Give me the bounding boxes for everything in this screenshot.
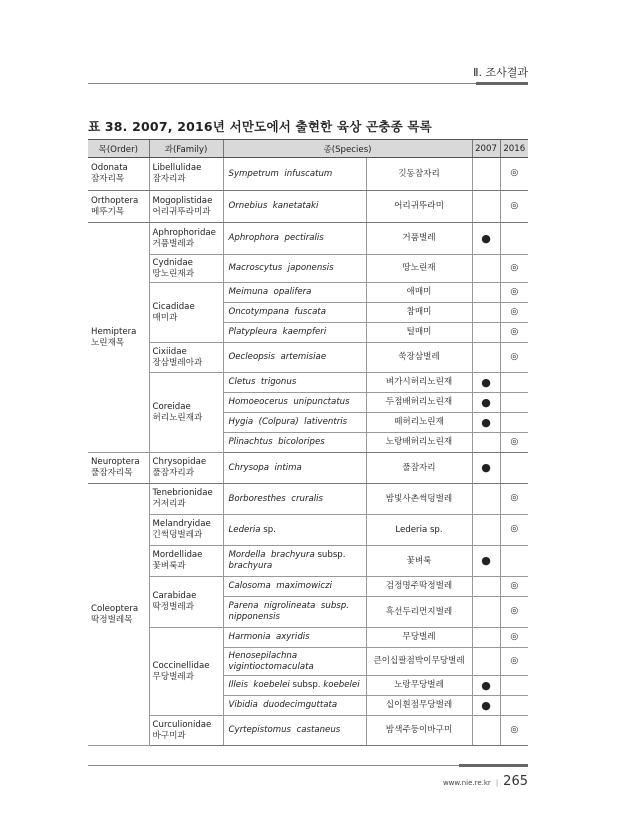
korean-name: 십이흰점무당벌레 <box>366 696 472 716</box>
presence-2016: ◎ <box>500 283 528 303</box>
korean-name: Lederia sp. <box>366 515 472 546</box>
family-latin: Melandryidae <box>152 519 211 530</box>
scientific-name-italic: Mordella brachyura <box>228 550 315 561</box>
page-number: 265 <box>503 774 528 789</box>
korean-name: 밤빛사촌썩덩벌레 <box>366 484 472 515</box>
scientific-name <box>223 413 366 433</box>
family-korean: 바구미과 <box>152 730 186 741</box>
presence-2007 <box>472 648 500 676</box>
presence-2007 <box>472 515 500 546</box>
scientific-name <box>223 191 366 223</box>
scientific-name <box>223 303 366 323</box>
scientific-name-italic: Cyrtepistomus castaneus <box>228 725 341 736</box>
scientific-name-italic: Vibidia duodecimguttata <box>228 700 338 711</box>
header-2016: 2016 <box>500 140 528 158</box>
scientific-name <box>223 393 366 413</box>
korean-name: 털매미 <box>366 323 472 343</box>
presence-2016: ◎ <box>500 628 528 648</box>
presence-2016: ◎ <box>500 577 528 597</box>
header-order: 목(Order) <box>88 140 149 158</box>
presence-2007: ● <box>472 223 500 255</box>
family-cell <box>149 373 223 453</box>
presence-2016: ◎ <box>500 716 528 746</box>
presence-2007 <box>472 343 500 373</box>
order-korean: 딱정벌레목 <box>91 614 133 625</box>
scientific-name <box>223 597 366 628</box>
family-korean: 긴썩덩벌레과 <box>152 530 203 540</box>
header-divider <box>88 83 528 84</box>
footer-accent-bar <box>459 764 528 767</box>
presence-2007 <box>472 433 500 453</box>
korean-name: 쑥장삼벌레 <box>366 343 472 373</box>
family-korean: 땅노린재과 <box>152 268 195 279</box>
korean-name: 흑선두리먼지벌레 <box>366 597 472 628</box>
family-latin: Curculionidae <box>152 719 212 730</box>
presence-2016 <box>500 676 528 696</box>
footer-url: www.nie.re.kr <box>442 779 491 787</box>
scientific-name <box>223 255 366 283</box>
family-cell <box>149 223 223 255</box>
header-family: 과(Family) <box>149 140 223 158</box>
family-cell <box>149 453 223 484</box>
family-latin: Cixiidae <box>152 346 187 357</box>
presence-2007 <box>472 628 500 648</box>
scientific-name <box>223 515 366 546</box>
scientific-name <box>223 158 366 191</box>
scientific-name <box>223 323 366 343</box>
presence-2007 <box>472 255 500 283</box>
scientific-name-italic: Calosoma maximowiczi <box>228 581 333 592</box>
scientific-name <box>223 577 366 597</box>
family-korean: 잠자리과 <box>152 174 186 184</box>
family-korean: 거품벌레과 <box>152 238 195 249</box>
family-cell <box>149 577 223 628</box>
table-row <box>88 223 528 255</box>
table-title: 표 38. 2007, 2016년 서만도에서 출현한 육상 곤충종 목록 <box>88 119 432 134</box>
presence-2016: ◎ <box>500 158 528 191</box>
header-2007: 2007 <box>472 140 500 158</box>
order-korean: 메뚜기목 <box>91 206 125 217</box>
order-cell <box>88 191 149 223</box>
table-row <box>88 373 528 393</box>
presence-2007 <box>472 191 500 223</box>
family-latin: Libellulidae <box>152 163 202 174</box>
table-row <box>88 716 528 746</box>
scientific-name <box>223 453 366 484</box>
family-cell <box>149 283 223 343</box>
presence-2007: ● <box>472 676 500 696</box>
presence-2016 <box>500 546 528 577</box>
family-latin: Mordellidae <box>152 550 203 561</box>
table-header-row <box>88 140 528 158</box>
korean-name: 거품벌레 <box>366 223 472 255</box>
korean-name: 애매미 <box>366 283 472 303</box>
family-cell <box>149 343 223 373</box>
presence-2016: ◎ <box>500 343 528 373</box>
table-row <box>88 484 528 515</box>
scientific-name-italic: Henosepilachna vigintioctomaculata <box>228 650 314 672</box>
presence-2016: ◎ <box>500 484 528 515</box>
footer-separator: | <box>495 779 499 787</box>
scientific-name <box>223 546 366 577</box>
korean-name: 꽃벼룩 <box>366 546 472 577</box>
family-latin: Coccinellidae <box>152 660 210 671</box>
presence-2016: ◎ <box>500 303 528 323</box>
korean-name: 풀잠자리 <box>366 453 472 484</box>
scientific-name <box>223 716 366 746</box>
scientific-name-italic: Borboresthes cruralis <box>228 493 323 504</box>
korean-name: 참매미 <box>366 303 472 323</box>
table-row <box>88 515 528 546</box>
presence-2007: ● <box>472 546 500 577</box>
scientific-name <box>223 373 366 393</box>
order-cell <box>88 158 149 191</box>
scientific-name-plain: sp. <box>260 524 276 535</box>
scientific-name <box>223 484 366 515</box>
scientific-name-plain: subsp. <box>314 550 349 561</box>
presence-2007 <box>472 158 500 191</box>
order-cell <box>88 453 149 484</box>
presence-2007 <box>472 303 500 323</box>
order-korean: 풀잠자리목 <box>91 468 133 478</box>
presence-2007: ● <box>472 696 500 716</box>
presence-2007: ● <box>472 373 500 393</box>
scientific-name-italic: brachyura <box>228 561 273 571</box>
presence-2016 <box>500 223 528 255</box>
korean-name: 벼가시허리노린재 <box>366 373 472 393</box>
family-cell <box>149 716 223 746</box>
presence-2007 <box>472 716 500 746</box>
order-latin: Orthoptera <box>91 195 139 206</box>
chapter-heading: Ⅱ. 조사결과 <box>473 66 528 79</box>
presence-2007 <box>472 283 500 303</box>
presence-2016: ◎ <box>500 515 528 546</box>
scientific-name-italic: Meimuna opalifera <box>228 287 312 298</box>
scientific-name-italic: Parena nigrolineata subsp. nipponensis <box>228 601 355 622</box>
family-korean: 무당벌레과 <box>152 671 195 682</box>
scientific-name-italic: Illeis koebelei <box>228 680 290 691</box>
family-cell <box>149 158 223 191</box>
presence-2016 <box>500 453 528 484</box>
presence-2016: ◎ <box>500 191 528 223</box>
table-row <box>88 343 528 373</box>
scientific-name-italic: Oncotympana fuscata <box>228 307 326 318</box>
scientific-name <box>223 648 366 676</box>
presence-2016 <box>500 696 528 716</box>
scientific-name-italic: Homoeocerus unipunctatus <box>228 397 350 408</box>
table-row <box>88 577 528 597</box>
scientific-name <box>223 343 366 373</box>
header-accent-bar <box>476 82 528 85</box>
family-korean: 풀잠자리과 <box>152 468 195 478</box>
scientific-name-plain: subsp. <box>289 680 324 691</box>
presence-2007: ● <box>472 393 500 413</box>
korean-name: 무당벌레 <box>366 628 472 648</box>
order-cell <box>88 484 149 746</box>
scientific-name-italic: Cletus trigonus <box>228 377 297 388</box>
scientific-name-italic: Plinachtus bicoloripes <box>228 437 325 448</box>
order-korean: 노린재목 <box>91 337 125 348</box>
table-row <box>88 628 528 648</box>
order-korean: 잠자리목 <box>91 174 125 184</box>
scientific-name <box>223 628 366 648</box>
family-latin: Cydnidae <box>152 257 193 268</box>
korean-name: 떼허리노린재 <box>366 413 472 433</box>
presence-2016: ◎ <box>500 433 528 453</box>
family-korean: 매미과 <box>152 312 178 323</box>
korean-name: 어리귀뚜라미 <box>366 191 472 223</box>
scientific-name-italic: Platypleura kaempferi <box>228 327 327 338</box>
family-korean: 어리귀뚜라미과 <box>152 206 211 217</box>
header-species: 종(Species) <box>223 140 472 158</box>
order-latin: Neuroptera <box>91 457 140 468</box>
family-latin: Chrysopidae <box>152 457 207 468</box>
order-cell <box>88 223 149 453</box>
family-latin: Tenebrionidae <box>152 488 213 499</box>
korean-name: 깃동잠자리 <box>366 158 472 191</box>
korean-name: 큰이십팔점박이무당벌레 <box>366 648 472 676</box>
scientific-name-italic: Harmonia axyridis <box>228 632 310 643</box>
presence-2007 <box>472 323 500 343</box>
scientific-name <box>223 696 366 716</box>
scientific-name <box>223 676 366 696</box>
scientific-name <box>223 223 366 255</box>
presence-2007 <box>472 484 500 515</box>
presence-2016: ◎ <box>500 597 528 628</box>
scientific-name-italic: Aphrophora pectiralis <box>228 233 324 244</box>
korean-name: 검정명주딱정벌레 <box>366 577 472 597</box>
scientific-name-italic: Ornebius kanetataki <box>228 201 319 212</box>
family-latin: Carabidae <box>152 591 197 602</box>
scientific-name-italic: Oecleopsis artemisiae <box>228 352 327 363</box>
family-korean: 장삼벌레아과 <box>152 357 203 368</box>
family-cell <box>149 191 223 223</box>
table-row <box>88 283 528 303</box>
presence-2016 <box>500 413 528 433</box>
presence-2016 <box>500 373 528 393</box>
family-korean: 거저리과 <box>152 499 186 509</box>
presence-2007: ● <box>472 453 500 484</box>
scientific-name-italic: Hygia (Colpura) lativentris <box>228 417 348 428</box>
scientific-name-italic: Sympetrum infuscatum <box>228 168 333 179</box>
scientific-name <box>223 283 366 303</box>
presence-2016: ◎ <box>500 323 528 343</box>
scientific-name-italic: koebelei <box>323 680 360 691</box>
korean-name: 밤색주둥이바구미 <box>366 716 472 746</box>
family-cell <box>149 255 223 283</box>
scientific-name-italic: Chrysopa intima <box>228 462 302 473</box>
order-latin: Odonata <box>91 163 128 174</box>
family-korean: 허리노린재과 <box>152 412 203 423</box>
scientific-name-italic: Lederia <box>228 524 261 535</box>
presence-2007 <box>472 577 500 597</box>
scientific-name-italic: Macroscytus japonensis <box>228 263 334 274</box>
order-latin: Coleoptera <box>91 603 139 614</box>
table-row <box>88 546 528 577</box>
family-korean: 딱정벌레과 <box>152 602 195 612</box>
insect-species-table <box>88 139 528 746</box>
korean-name: 땅노린재 <box>366 255 472 283</box>
family-cell <box>149 515 223 546</box>
family-latin: Cicadidae <box>152 301 195 312</box>
presence-2016 <box>500 393 528 413</box>
family-latin: Mogoplistidae <box>152 195 213 206</box>
presence-2016: ◎ <box>500 255 528 283</box>
korean-name: 노랑배허리노린재 <box>366 433 472 453</box>
korean-name: 두점배허리노린재 <box>366 393 472 413</box>
table-row <box>88 255 528 283</box>
table-row <box>88 158 528 191</box>
family-korean: 꽃벼룩과 <box>152 561 186 571</box>
table-row <box>88 191 528 223</box>
family-cell <box>149 546 223 577</box>
table-row <box>88 453 528 484</box>
family-cell <box>149 484 223 515</box>
family-latin: Coreidae <box>152 401 191 412</box>
presence-2016: ◎ <box>500 648 528 676</box>
presence-2007: ● <box>472 413 500 433</box>
order-latin: Hemiptera <box>91 326 137 337</box>
family-cell <box>149 628 223 716</box>
korean-name: 노랑무당벌레 <box>366 676 472 696</box>
presence-2007 <box>472 597 500 628</box>
scientific-name <box>223 433 366 453</box>
footer <box>443 774 528 789</box>
family-latin: Aphrophoridae <box>152 227 216 238</box>
